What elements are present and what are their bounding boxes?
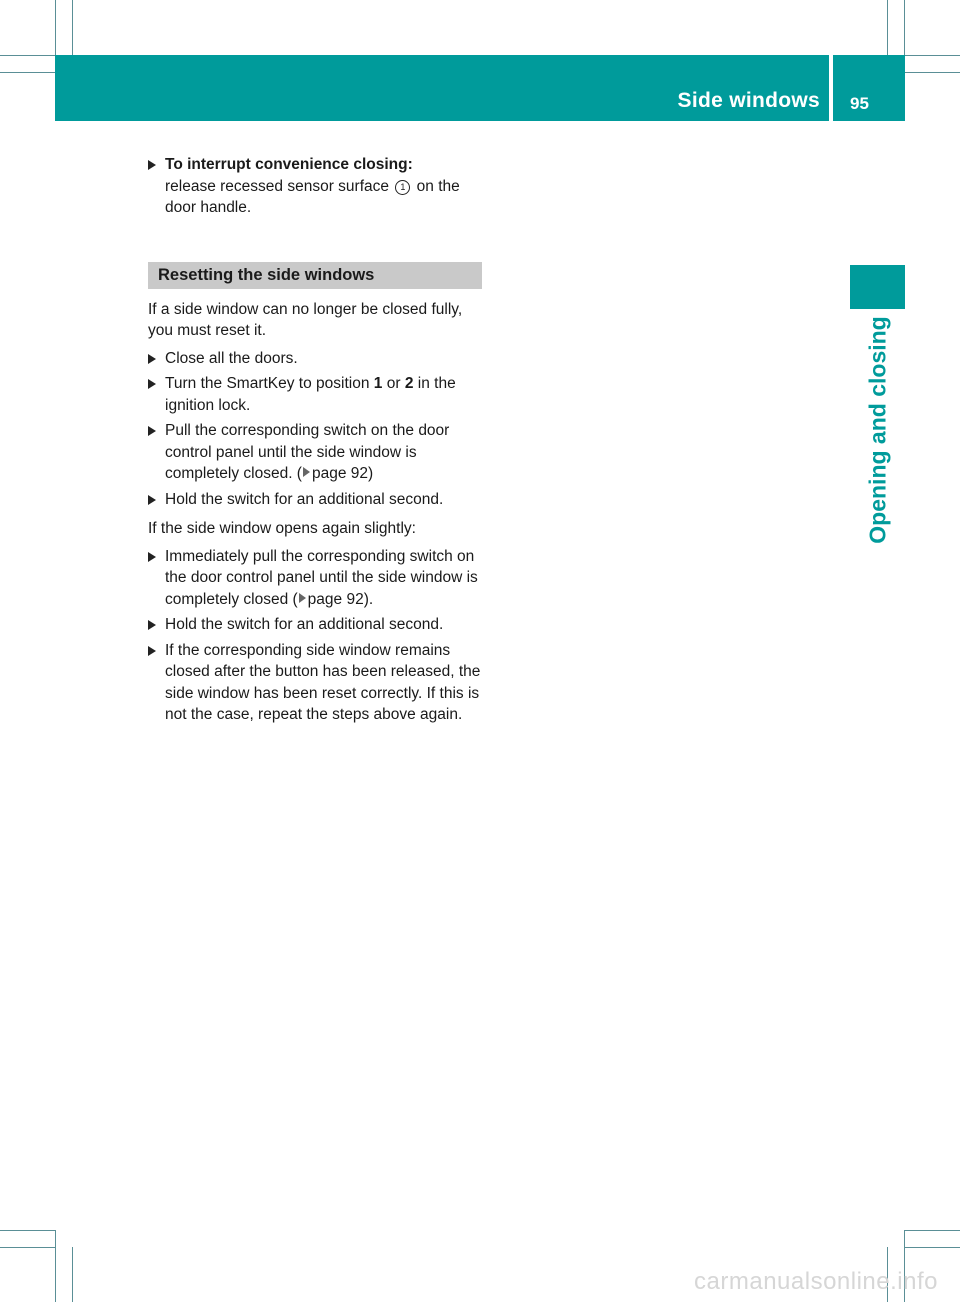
step-arrow-icon xyxy=(148,354,156,364)
callout-number-icon: 1 xyxy=(395,180,410,195)
position-1: 1 xyxy=(373,375,383,392)
crop-mark xyxy=(887,0,888,55)
page-reference[interactable]: page 92) xyxy=(311,465,374,482)
step-text: Pull the corresponding switch on the door control panel until the side window is completely closed. ( xyxy=(165,422,450,482)
page-number: 95 xyxy=(850,94,869,113)
step-turn-smartkey xyxy=(148,373,482,416)
section-intro: If a side window can no longer be closed fully, you must reset it. xyxy=(148,300,463,339)
step-arrow-icon xyxy=(148,552,156,562)
step-text: Hold the switch for an additional second. xyxy=(165,490,444,508)
step-close-doors xyxy=(148,348,482,370)
page-reference[interactable]: page 92). xyxy=(307,590,374,608)
step-text: or xyxy=(386,375,401,392)
step-arrow-icon xyxy=(148,495,156,505)
crop-mark xyxy=(905,72,960,73)
position-2: 2 xyxy=(404,375,414,392)
step-text xyxy=(165,176,482,219)
crop-mark xyxy=(905,1230,960,1231)
crop-mark xyxy=(0,1247,55,1248)
step-verify-reset xyxy=(148,640,482,726)
section-heading: Resetting the side windows xyxy=(148,262,482,289)
step-text-after: on the door handle. xyxy=(165,177,460,216)
crop-mark xyxy=(72,0,73,55)
step-text: Turn the SmartKey to position xyxy=(165,375,370,392)
step-hold-switch xyxy=(148,489,482,511)
step-text: Immediately pull the corresponding switch on the door control panel until the side window is completely closed ( xyxy=(165,547,478,608)
step-arrow-icon xyxy=(148,646,156,656)
crop-mark xyxy=(0,55,55,56)
step-immediately-pull xyxy=(148,546,482,611)
step-text: If the corresponding side window remains closed after the button has been released, the side window has been reset correctly. If this is not the case, repeat the steps above again. xyxy=(165,641,481,723)
condition-text: If the side window opens again slightly: xyxy=(148,520,416,537)
step-text: Hold the switch for an additional second. xyxy=(165,616,444,633)
step-arrow-icon xyxy=(148,426,156,436)
step-arrow-icon xyxy=(148,379,156,389)
crop-mark xyxy=(905,55,960,56)
step-pull-switch xyxy=(148,420,482,485)
main-content xyxy=(148,154,482,730)
step-hold-switch-again xyxy=(148,614,482,636)
crop-mark xyxy=(55,1230,56,1302)
chapter-tab xyxy=(850,265,905,309)
step-interrupt-closing xyxy=(148,154,482,219)
step-text: Close all the doors. xyxy=(165,349,298,367)
page-reference-icon xyxy=(303,467,310,477)
page-title: Side windows xyxy=(677,89,820,112)
step-title: To interrupt convenience closing: xyxy=(165,156,413,173)
crop-mark xyxy=(72,1247,73,1302)
crop-mark xyxy=(0,1230,55,1231)
step-arrow-icon xyxy=(148,620,156,630)
step-arrow-icon xyxy=(148,160,156,170)
header-divider xyxy=(829,55,833,121)
crop-mark xyxy=(0,72,55,73)
chapter-label: Opening and closing xyxy=(864,316,891,544)
step-text-before: release recessed sensor surface xyxy=(165,177,390,195)
crop-mark xyxy=(905,1247,960,1248)
watermark: carmanualsonline.info xyxy=(694,1268,938,1295)
page-reference-icon xyxy=(299,593,306,603)
step-text: in the ignition lock. xyxy=(165,375,456,414)
